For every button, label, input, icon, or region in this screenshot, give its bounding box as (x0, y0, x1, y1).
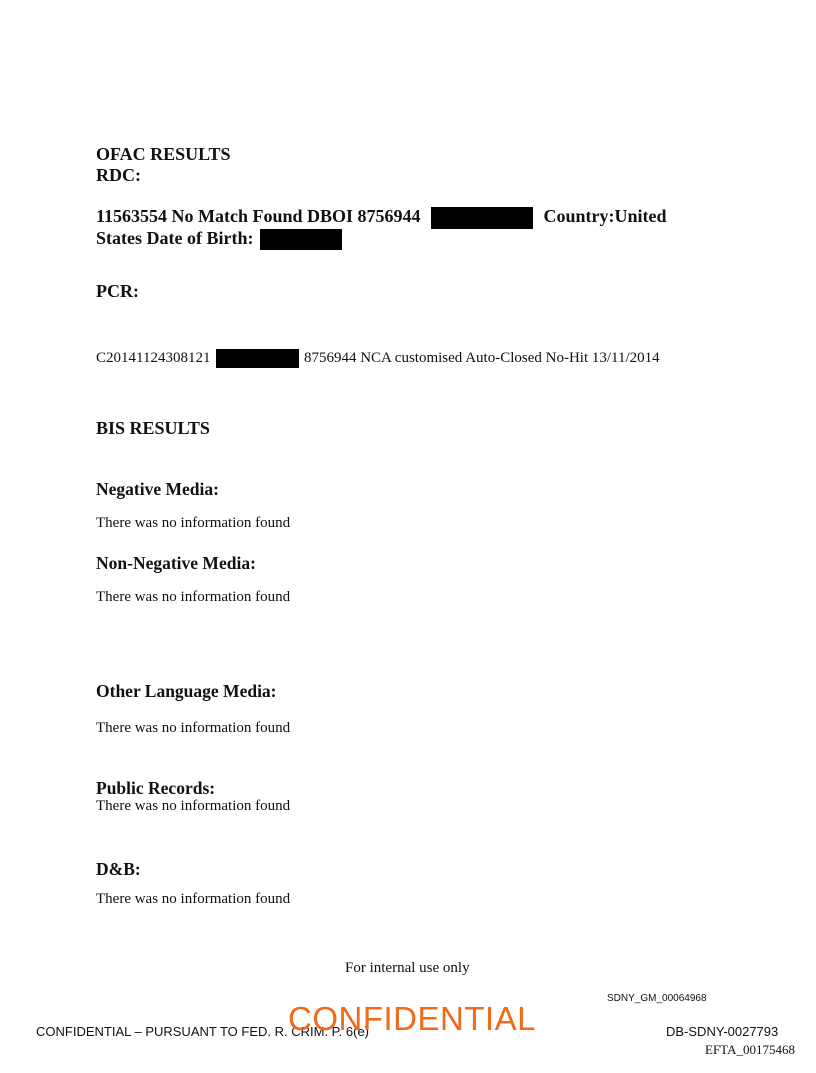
other-language-media-label: Other Language Media: (96, 681, 277, 701)
rdc-line-2 (96, 228, 342, 250)
confidential-stamp: CONFIDENTIAL (288, 1000, 537, 1037)
public-records-label: Public Records: (96, 778, 216, 798)
redaction-box (260, 229, 342, 250)
sdny-gm-number: SDNY_GM_00064968 (607, 993, 707, 1004)
confidential-notice: CONFIDENTIAL – PURSUANT TO FED. R. CRIM. P. 6(e) (36, 1024, 370, 1039)
rdc-dob-text: States Date of Birth: (96, 228, 254, 248)
dnb-label: D&B: (96, 859, 141, 879)
rdc-line-1 (96, 206, 667, 229)
rdc-label: RDC: (96, 165, 141, 185)
negative-media-text: There was no information found (96, 515, 291, 531)
internal-use-note: For internal use only (345, 960, 470, 976)
non-negative-media-label: Non-Negative Media: (96, 553, 256, 573)
pcr-id: C20141124308121 (96, 349, 211, 366)
dnb-text: There was no information found (96, 891, 291, 907)
negative-media-label: Negative Media: (96, 479, 219, 499)
rdc-match-text: 11563554 No Match Found DBOI 8756944 (96, 206, 421, 226)
ofac-heading: OFAC RESULTS (96, 144, 231, 164)
db-sdny-number: DB-SDNY-0027793 (666, 1024, 779, 1039)
public-records-text: There was no information found (96, 798, 291, 814)
redaction-box (431, 207, 533, 229)
pcr-label: PCR: (96, 281, 139, 301)
other-language-media-text: There was no information found (96, 720, 291, 736)
non-negative-media-text: There was no information found (96, 589, 291, 605)
bis-heading: BIS RESULTS (96, 418, 210, 438)
pcr-rest: 8756944 NCA customised Auto-Closed No-Hit 13/11/2014 (303, 349, 660, 366)
pcr-line (96, 349, 660, 368)
rdc-country-text: Country:United (543, 206, 667, 226)
redaction-box (216, 349, 299, 368)
efta-number: EFTA_00175468 (705, 1042, 795, 1057)
